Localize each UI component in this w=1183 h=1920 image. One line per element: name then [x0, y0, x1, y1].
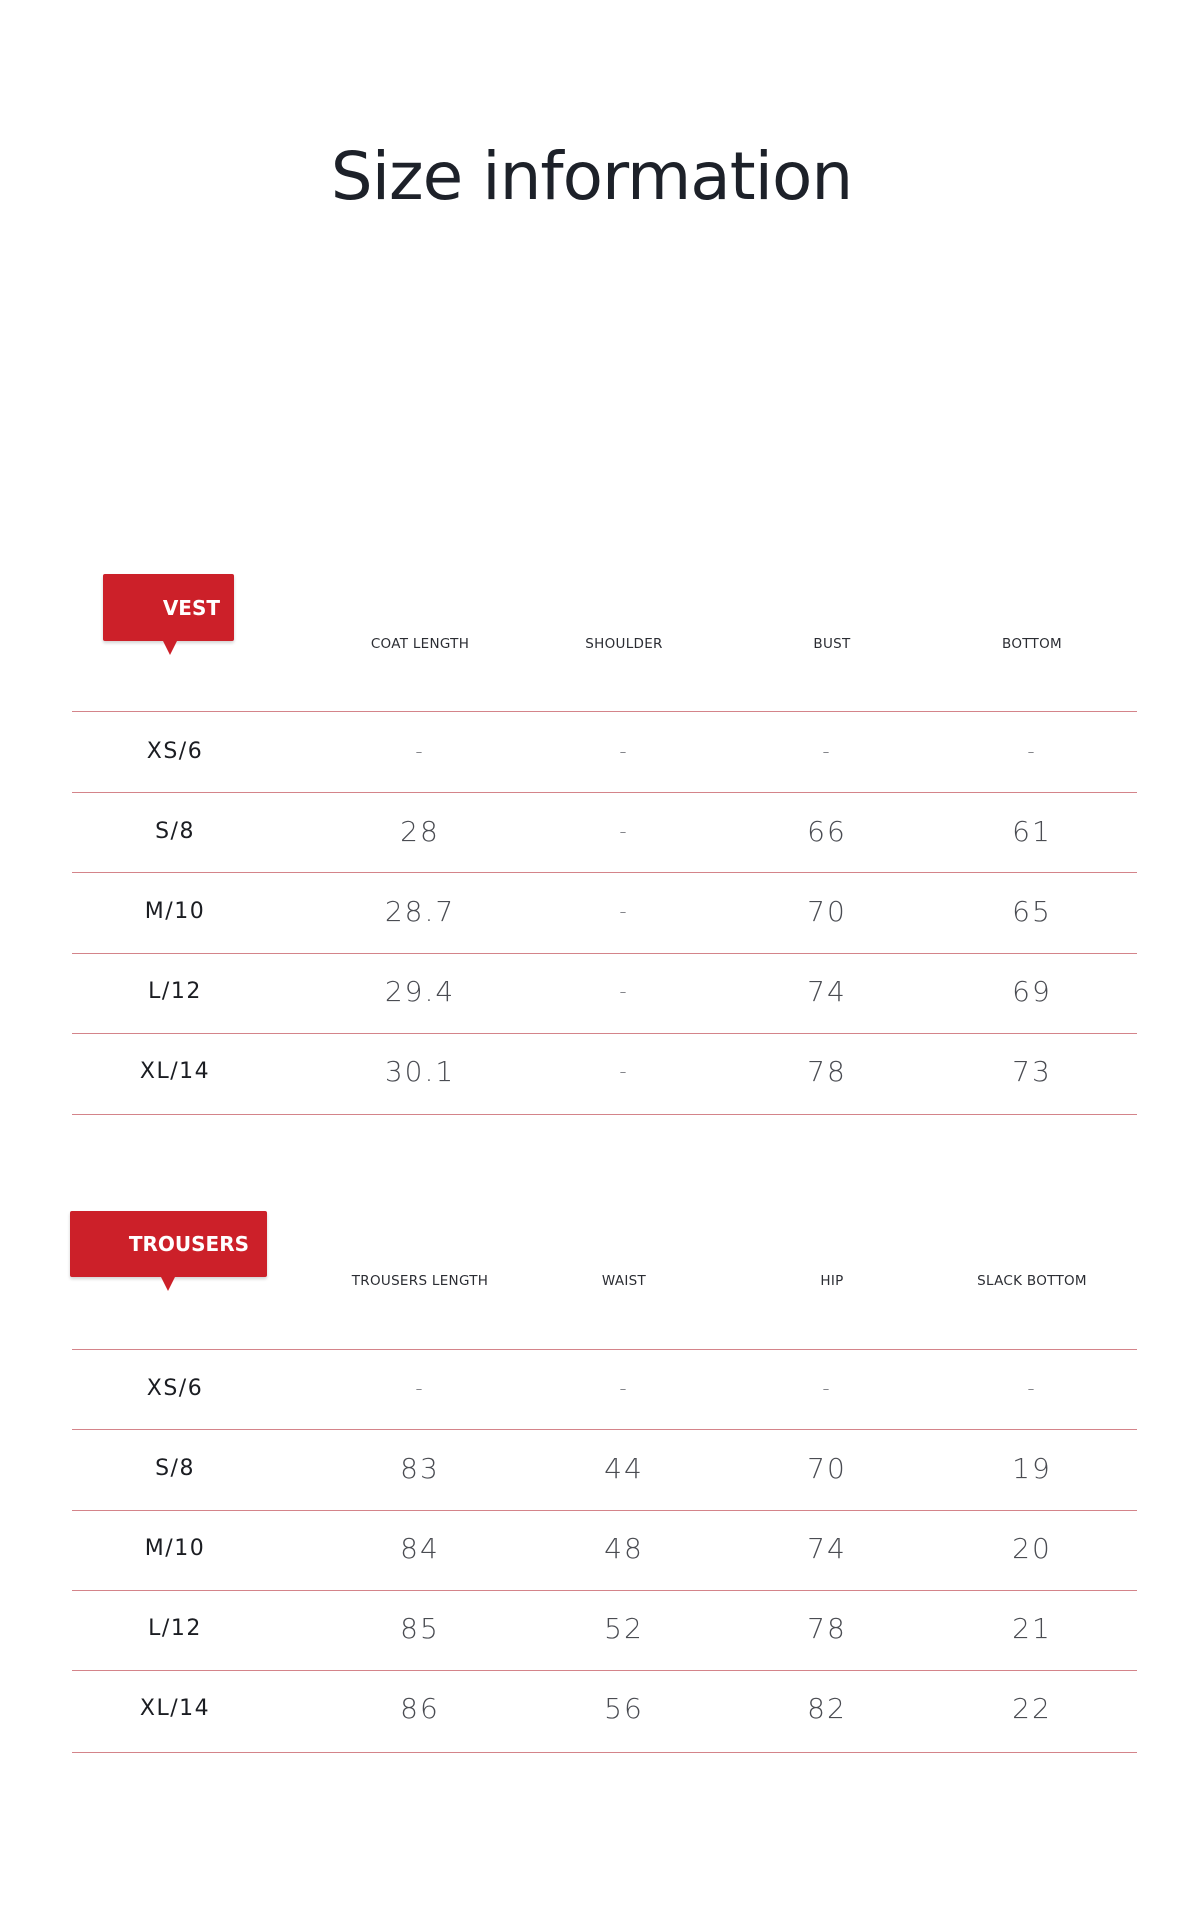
- table-cell: 82: [807, 1692, 847, 1725]
- column-header: BOTTOM: [1002, 636, 1062, 652]
- table-rule: [72, 711, 1137, 712]
- table-cell: 56: [604, 1692, 644, 1725]
- page-title: Size information: [330, 138, 853, 215]
- table-cell: -: [619, 739, 629, 763]
- size-label: XS/6: [146, 1376, 204, 1401]
- table-cell: 30.1: [384, 1055, 456, 1088]
- table-rule: [72, 872, 1137, 873]
- table-cell: -: [619, 1376, 629, 1400]
- size-label: M/10: [144, 1536, 206, 1561]
- table-cell: -: [619, 899, 629, 923]
- trousers-tag-label: TROUSERS: [128, 1232, 249, 1256]
- table-cell: 84: [400, 1532, 440, 1565]
- size-label: S/8: [155, 819, 195, 844]
- table-cell: 86: [400, 1692, 440, 1725]
- table-cell: 69: [1012, 975, 1052, 1008]
- table-cell: -: [1027, 1376, 1037, 1400]
- size-label: L/12: [148, 1616, 202, 1641]
- column-header: SHOULDER: [585, 636, 663, 652]
- table-cell: -: [1027, 739, 1037, 763]
- table-cell: 29.4: [384, 975, 456, 1008]
- column-header: WAIST: [601, 1273, 647, 1289]
- table-cell: -: [619, 819, 629, 843]
- trousers-tag: [70, 1211, 267, 1277]
- vest-tag: [103, 574, 234, 641]
- table-cell: -: [415, 739, 425, 763]
- table-cell: -: [822, 739, 832, 763]
- table-cell: 73: [1012, 1055, 1052, 1088]
- table-cell: 65: [1012, 895, 1052, 928]
- table-rule: [72, 1114, 1137, 1115]
- table-rule: [72, 1752, 1137, 1753]
- table-cell: 52: [604, 1612, 644, 1645]
- table-rule: [72, 1033, 1137, 1034]
- table-cell: 20: [1012, 1532, 1052, 1565]
- column-header: BUST: [813, 636, 851, 652]
- size-label: XS/6: [146, 739, 204, 764]
- table-cell: 83: [400, 1452, 440, 1485]
- table-cell: 19: [1012, 1452, 1052, 1485]
- table-cell: 70: [807, 1452, 847, 1485]
- table-cell: -: [619, 1059, 629, 1083]
- table-rule: [72, 792, 1137, 793]
- table-cell: 28.7: [384, 895, 456, 928]
- table-cell: 85: [400, 1612, 440, 1645]
- table-rule: [72, 1349, 1137, 1350]
- column-header: SLACK BOTTOM: [977, 1273, 1087, 1289]
- table-rule: [72, 1510, 1137, 1511]
- size-label: M/10: [144, 899, 206, 924]
- column-header: COAT LENGTH: [370, 636, 470, 652]
- table-rule: [72, 1670, 1137, 1671]
- table-rule: [72, 953, 1137, 954]
- table-cell: 61: [1012, 815, 1052, 848]
- size-label: XL/14: [139, 1059, 211, 1084]
- tag-pointer-icon: [161, 1277, 175, 1291]
- table-cell: -: [822, 1376, 832, 1400]
- table-cell: 28: [400, 815, 440, 848]
- vest-tag-label: VEST: [162, 595, 220, 620]
- table-cell: 48: [604, 1532, 644, 1565]
- table-cell: 74: [807, 1532, 847, 1565]
- column-header: TROUSERS LENGTH: [351, 1273, 489, 1289]
- table-cell: 21: [1012, 1612, 1052, 1645]
- table-cell: 74: [807, 975, 847, 1008]
- size-label: S/8: [155, 1456, 195, 1481]
- tag-pointer-icon: [163, 641, 177, 655]
- table-rule: [72, 1590, 1137, 1591]
- column-header: HIP: [820, 1273, 844, 1289]
- table-cell: -: [415, 1376, 425, 1400]
- table-cell: -: [619, 979, 629, 1003]
- table-cell: 22: [1012, 1692, 1052, 1725]
- table-cell: 70: [807, 895, 847, 928]
- size-label: L/12: [148, 979, 202, 1004]
- table-cell: 66: [807, 815, 847, 848]
- table-cell: 44: [604, 1452, 644, 1485]
- table-cell: 78: [807, 1055, 847, 1088]
- table-rule: [72, 1429, 1137, 1430]
- table-cell: 78: [807, 1612, 847, 1645]
- size-label: XL/14: [139, 1696, 211, 1721]
